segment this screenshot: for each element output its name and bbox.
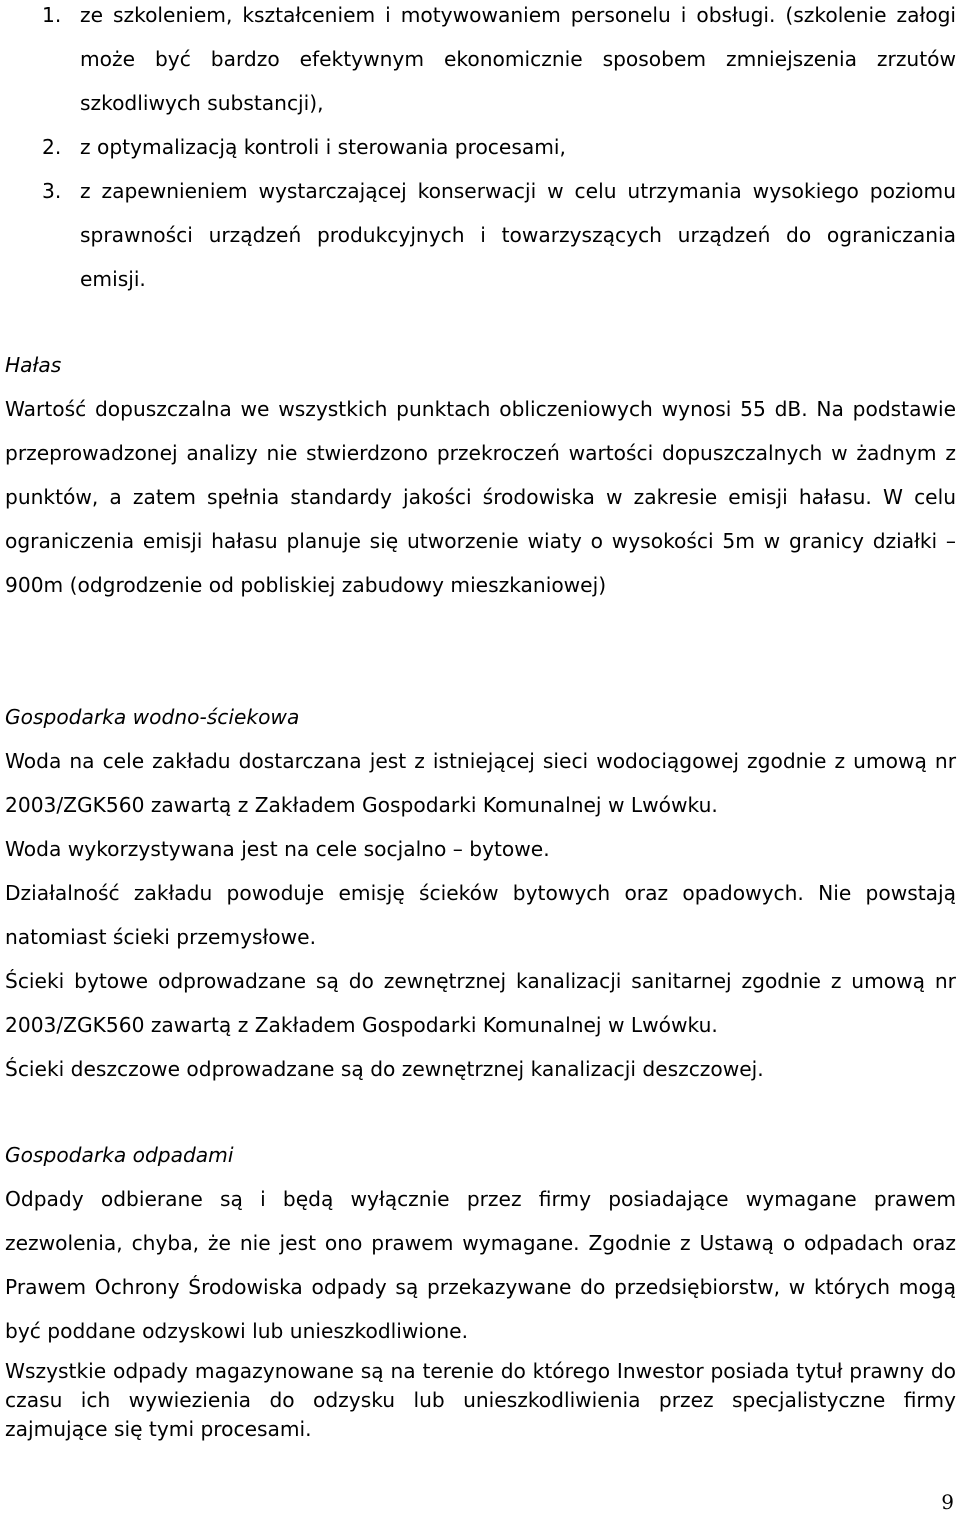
list-item-text: z optymalizacją kontroli i sterowania procesami, — [80, 135, 566, 159]
page-number: 9 — [941, 1490, 954, 1514]
list-item-text: z zapewnieniem wystarczającej konserwacji w celu utrzymania wysokiego poziomu sprawności urządzeń produkcyjnych i towarzyszących urządzeń do ograniczania emisji. — [80, 179, 956, 291]
list-item-number: 1. — [42, 3, 62, 27]
list-item — [0, 0, 956, 125]
waste-paragraph: Wszystkie odpady magazynowane są na terenie do którego Inwestor posiada tytuł prawny do czasu ich wywiezienia do odzysku lub unieszkodliwienia przez specjalistyczne firmy zajmujące się tymi procesami. — [5, 1359, 956, 1441]
water-paragraph: Woda na cele zakładu dostarczana jest z istniejącej sieci wodociągowej zgodnie z umową nr 2003/ZGK560 zawartą z Zakładem Gospodarki Komunalnej w Lwówku. — [5, 749, 956, 817]
water-paragraph: Ścieki bytowe odprowadzane są do zewnętrznej kanalizacji sanitarnej zgodnie z umową nr 2003/ZGK560 zawartą z Zakładem Gospodarki Komunalnej w Lwówku. — [5, 969, 956, 1037]
water-sewage-section — [5, 695, 956, 1091]
section-heading-waste: Gospodarka odpadami — [5, 1143, 234, 1167]
list-item-number: 3. — [42, 179, 62, 203]
noise-section — [5, 343, 956, 607]
waste-paragraph: Odpady odbierane są i będą wyłącznie przez firmy posiadające wymagane prawem zezwolenia, chyba, że nie jest ono prawem wymagane. Zgodnie z Ustawą o odpadach oraz Prawem Ochrony Środowiska odpady są przekazywane do przedsiębiorstw, w których mogą być poddane odzyskowi lub unieszkodliwione. — [5, 1187, 956, 1343]
section-heading-water-sewage: Gospodarka wodno-ściekowa — [5, 705, 300, 729]
list-item — [0, 169, 956, 301]
waste-section — [5, 1133, 956, 1444]
numbered-list — [0, 0, 956, 301]
list-item-text: ze szkoleniem, kształceniem i motywowaniem personelu i obsługi. (szkolenie załogi może być bardzo efektywnym ekonomicznie sposobem zmniejszenia zrzutów szkodliwych substancji), — [80, 3, 956, 115]
list-item — [0, 125, 956, 169]
noise-paragraph: Wartość dopuszczalna we wszystkich punktach obliczeniowych wynosi 55 dB. Na podstawie przeprowadzonej analizy nie stwierdzono przekroczeń wartości dopuszczalnych w żadnym z punktów, a zatem spełnia standardy jakości środowiska w zakresie emisji hałasu. W celu ograniczenia emisji hałasu planuje się utworzenie wiaty o wysokości 5m w granicy działki – 900m (odgrodzenie od pobliskiej zabudowy mieszkaniowej) — [5, 397, 956, 597]
list-item-number: 2. — [42, 135, 62, 159]
section-heading-noise: Hałas — [5, 353, 62, 377]
water-paragraph: Działalność zakładu powoduje emisję ścieków bytowych oraz opadowych. Nie powstają natomiast ścieki przemysłowe. — [5, 881, 956, 949]
water-paragraph: Ścieki deszczowe odprowadzane są do zewnętrznej kanalizacji deszczowej. — [5, 1057, 764, 1081]
water-paragraph: Woda wykorzystywana jest na cele socjalno – bytowe. — [5, 837, 550, 861]
